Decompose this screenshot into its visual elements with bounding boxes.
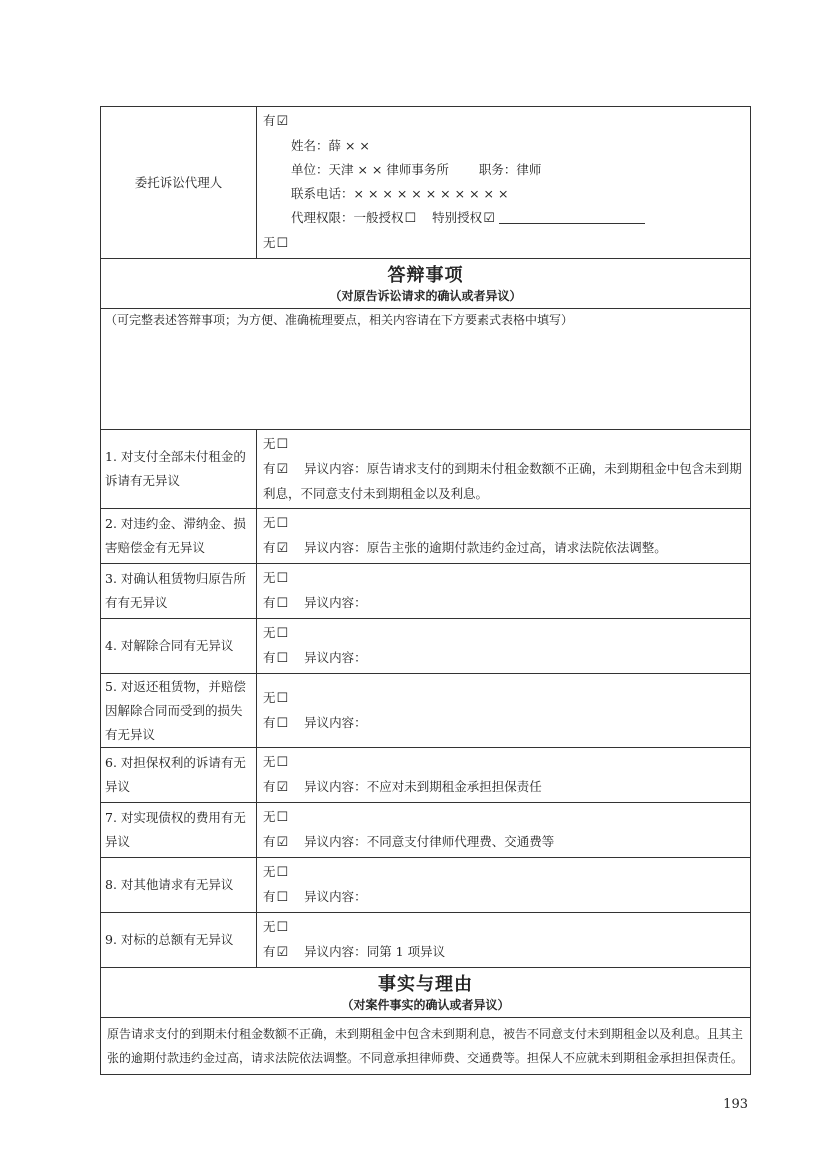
objection-label: 异议内容： (304, 714, 367, 730)
defense-form-table (100, 106, 751, 1075)
item-row-8 (101, 858, 751, 913)
objection-label: 异议内容： (304, 889, 367, 904)
has-checkbox-5[interactable]: ☐ (276, 715, 289, 731)
authority-general-label: 代理权限：一般授权 (291, 210, 404, 225)
facts-header-row (101, 968, 751, 1018)
item-row-7 (101, 803, 751, 858)
none-label: 无 (263, 919, 276, 934)
none-checkbox-6[interactable]: ☐ (276, 755, 289, 770)
objection-label: 异议内容： (304, 650, 367, 665)
page-number: 193 (723, 1097, 748, 1112)
has-label: 有 (263, 540, 276, 555)
agent-unit: 单位：天津 × × 律师事务所 (291, 162, 449, 177)
objection-label: 异议内容： (304, 944, 367, 959)
item-none-line-5 (263, 686, 744, 711)
item-none-line-3 (263, 566, 744, 591)
defense-header-row (101, 259, 751, 309)
has-checkbox-4[interactable]: ☐ (276, 651, 289, 666)
none-checkbox-8[interactable]: ☐ (276, 865, 289, 880)
item-label-7: 7. 对实现债权的费用有无异议 (101, 803, 257, 858)
agent-has-label: 有 (263, 113, 276, 128)
item-has-line-7 (263, 830, 744, 855)
defense-description[interactable]: （可完整表述答辩事项；为方便、准确梳理要点，相关内容请在下方要素式表格中填写） (101, 309, 751, 430)
has-checkbox-7[interactable]: ☑ (276, 835, 289, 850)
agent-has-line (263, 109, 744, 134)
has-checkbox-8[interactable]: ☐ (276, 890, 289, 905)
item-content-5 (257, 674, 751, 748)
has-checkbox-9[interactable]: ☑ (276, 945, 289, 960)
agent-none-checkbox[interactable]: ☐ (276, 236, 289, 251)
item-has-line-5 (263, 711, 744, 736)
none-checkbox-4[interactable]: ☐ (276, 626, 289, 641)
has-label: 有 (263, 461, 276, 476)
objection-label: 异议内容： (304, 595, 367, 610)
agent-authority-line (263, 206, 744, 231)
has-label: 有 (263, 889, 276, 904)
item-row-1 (101, 430, 751, 509)
item-label-4: 4. 对解除合同有无异议 (101, 619, 257, 674)
objection-label: 异议内容： (304, 779, 367, 794)
item-row-3 (101, 564, 751, 619)
authority-special-label: 特别授权 (432, 210, 483, 225)
agent-label: 委托诉讼代理人 (101, 107, 257, 259)
form-page (100, 106, 750, 1075)
item-has-line-1 (263, 457, 744, 506)
item-content-3 (257, 564, 751, 619)
has-label: 有 (263, 779, 276, 794)
none-label: 无 (263, 864, 276, 879)
agent-position: 职务：律师 (478, 162, 542, 177)
item-label-3: 3. 对确认租赁物归原告所有有无异议 (101, 564, 257, 619)
has-label: 有 (263, 944, 276, 959)
defense-title: 答辩事项 (387, 265, 464, 286)
none-label: 无 (263, 625, 276, 640)
item-label-6: 6. 对担保权利的诉请有无异议 (101, 748, 257, 803)
item-content-1 (257, 430, 751, 509)
none-checkbox-3[interactable]: ☐ (276, 571, 289, 586)
has-label: 有 (263, 714, 276, 730)
agent-name: 姓名：薛 × × (291, 138, 370, 153)
objection-label: 异议内容： (304, 834, 367, 849)
item-label-8: 8. 对其他请求有无异议 (101, 858, 257, 913)
item-has-line-4 (263, 646, 744, 671)
defense-description-row (101, 309, 751, 430)
item-none-line-9 (263, 915, 744, 940)
none-checkbox-7[interactable]: ☐ (276, 810, 289, 825)
item-has-line-3 (263, 591, 744, 616)
item-has-line-6 (263, 775, 744, 800)
none-label: 无 (263, 436, 276, 451)
item-label-1: 1. 对支付全部未付租金的诉请有无异议 (101, 430, 257, 509)
none-checkbox-9[interactable]: ☐ (276, 920, 289, 935)
item-has-line-8 (263, 885, 744, 910)
authority-general-checkbox[interactable]: ☐ (404, 211, 417, 226)
facts-content-row (101, 1018, 751, 1075)
agent-none-label: 无 (263, 235, 276, 250)
objection-text-6[interactable]: 不应对未到期租金承担担保责任 (366, 779, 542, 794)
none-checkbox-1[interactable]: ☐ (276, 437, 289, 452)
objection-text-2[interactable]: 原告主张的逾期付款违约金过高，请求法院依法调整。 (366, 540, 667, 555)
has-checkbox-6[interactable]: ☑ (276, 780, 289, 795)
has-checkbox-1[interactable]: ☑ (276, 462, 289, 477)
none-label: 无 (263, 689, 276, 705)
none-label: 无 (263, 809, 276, 824)
none-label: 无 (263, 515, 276, 530)
none-checkbox-5[interactable]: ☐ (276, 690, 289, 706)
objection-text-9[interactable]: 同第 1 项异议 (366, 944, 446, 959)
item-none-line-7 (263, 805, 744, 830)
facts-header (101, 968, 751, 1018)
authority-underline-field[interactable] (499, 209, 645, 224)
defense-subtitle: （对原告诉讼请求的确认或者异议） (329, 289, 522, 303)
none-label: 无 (263, 570, 276, 585)
objection-text-1[interactable]: 原告请求支付的到期未付租金数额不正确，未到期租金中包含未到期利息，不同意支付未到期租金以及利息。 (263, 461, 742, 501)
has-label: 有 (263, 834, 276, 849)
has-label: 有 (263, 595, 276, 610)
objection-label: 异议内容： (304, 461, 367, 476)
item-row-9 (101, 913, 751, 968)
item-content-7 (257, 803, 751, 858)
item-none-line-4 (263, 621, 744, 646)
none-label: 无 (263, 754, 276, 769)
defense-header (101, 259, 751, 309)
item-row-5 (101, 674, 751, 748)
facts-subtitle: （对案件事实的确认或者异议） (341, 998, 510, 1012)
objection-label: 异议内容： (304, 540, 367, 555)
item-content-4 (257, 619, 751, 674)
item-content-8 (257, 858, 751, 913)
none-checkbox-2[interactable]: ☐ (276, 516, 289, 531)
agent-phone: 联系电话：× × × × × × × × × × × (291, 186, 509, 201)
facts-content[interactable]: 原告请求支付的到期未付租金数额不正确，未到期租金中包含未到期利息，被告不同意支付未到期租金以及利息。且其主张的逾期付款违约金过高，请求法院依法调整。不同意承担律师费、交通费等。担保人不应就未到期租金承担担保责任。 (101, 1018, 751, 1075)
agent-unit-line (263, 158, 744, 182)
agent-content (257, 107, 751, 259)
agent-none-line (263, 231, 744, 256)
item-label-9: 9. 对标的总额有无异议 (101, 913, 257, 968)
objection-text-7[interactable]: 不同意支付律师代理费、交通费等 (366, 834, 555, 849)
item-label-2: 2. 对违约金、滞纳金、损害赔偿金有无异议 (101, 509, 257, 564)
has-checkbox-2[interactable]: ☑ (276, 541, 289, 556)
item-row-6 (101, 748, 751, 803)
agent-row (101, 107, 751, 259)
has-checkbox-3[interactable]: ☐ (276, 596, 289, 611)
item-none-line-8 (263, 860, 744, 885)
item-has-line-2 (263, 536, 744, 561)
item-content-6 (257, 748, 751, 803)
agent-has-checkbox[interactable]: ☑ (276, 114, 289, 129)
item-none-line-1 (263, 432, 744, 457)
item-label-5: 5. 对返还租赁物，并赔偿因解除合同而受到的损失有无异议 (101, 674, 257, 748)
has-label: 有 (263, 650, 276, 665)
item-content-2 (257, 509, 751, 564)
item-none-line-2 (263, 511, 744, 536)
item-row-2 (101, 509, 751, 564)
item-has-line-9 (263, 940, 744, 965)
facts-title: 事实与理由 (378, 974, 473, 995)
item-row-4 (101, 619, 751, 674)
item-none-line-6 (263, 750, 744, 775)
item-content-9 (257, 913, 751, 968)
authority-special-checkbox[interactable]: ☑ (483, 211, 495, 226)
